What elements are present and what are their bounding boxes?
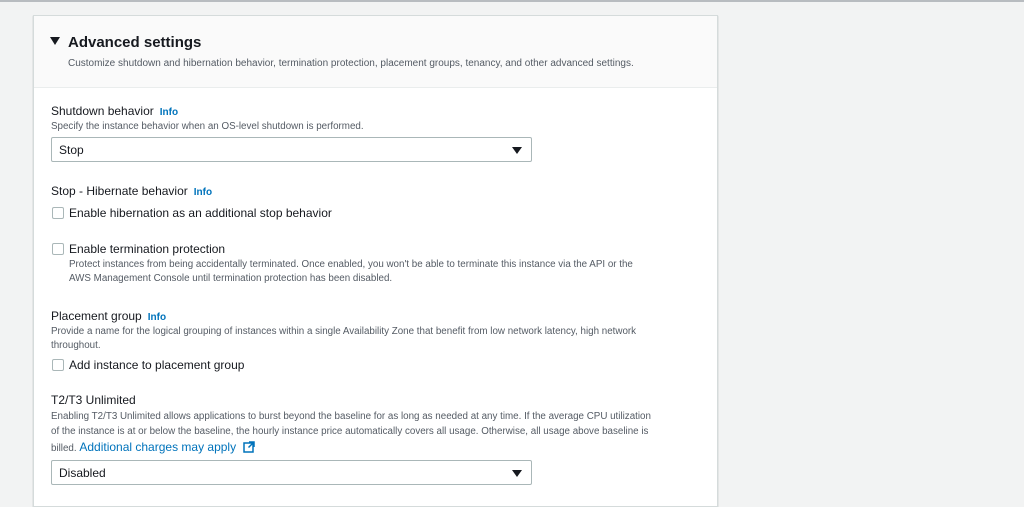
unlimited-description-line-3 [51, 440, 255, 456]
shutdown-behavior-label [51, 104, 178, 118]
hibernation-checkbox[interactable] [52, 207, 64, 219]
advanced-settings-header[interactable] [34, 16, 717, 88]
placement-info-link[interactable]: Info [147, 312, 167, 323]
termination-protection-label[interactable]: Enable termination protection [69, 242, 226, 256]
shutdown-info-link[interactable]: Info [159, 107, 179, 118]
placement-group-checkbox-label[interactable]: Add instance to placement group [69, 358, 245, 372]
section-title: Advanced settings [68, 34, 202, 51]
caret-down-icon[interactable] [50, 37, 60, 45]
placement-description-line-2: throughout. [51, 340, 101, 351]
hibernate-behavior-label-text: Stop - Hibernate behavior [51, 184, 188, 198]
t2-t3-unlimited-label: T2/T3 Unlimited [51, 393, 136, 407]
t2-t3-unlimited-value: Disabled [59, 466, 106, 480]
shutdown-behavior-select[interactable] [51, 137, 532, 162]
unlimited-description-line-1: Enabling T2/T3 Unlimited allows applications to burst beyond the baseline for as long as needed at any time. If the average CPU utilization [51, 411, 651, 422]
termination-description-line-2: AWS Management Console until termination protection has been disabled. [69, 273, 393, 284]
advanced-settings-panel [33, 15, 718, 507]
termination-description-line-1: Protect instances from being accidentally terminated. Once enabled, you won't be able to terminate this instance via the API or the [69, 259, 633, 270]
additional-charges-link[interactable]: Additional charges may apply [79, 440, 237, 454]
section-description: Customize shutdown and hibernation behavior, termination protection, placement groups, tenancy, and other advanced settings. [68, 58, 634, 69]
shutdown-behavior-value: Stop [59, 143, 84, 157]
hibernation-checkbox-label[interactable]: Enable hibernation as an additional stop behavior [69, 206, 332, 220]
placement-description-line-1: Provide a name for the logical grouping of instances within a single Availability Zone that benefit from low network latency, high network [51, 326, 637, 337]
unlimited-description-line-2: of the instance is at or below the baseline, the hourly instance price automatically covers all usage. Otherwise, all usage above baseline is [51, 426, 649, 437]
termination-protection-checkbox[interactable] [52, 243, 64, 255]
placement-group-label [51, 309, 166, 323]
external-link-icon[interactable] [243, 441, 255, 453]
hibernate-info-link[interactable]: Info [193, 187, 213, 198]
unlimited-description-prefix: billed. [51, 443, 77, 454]
placement-group-label-text: Placement group [51, 309, 142, 323]
dropdown-arrow-icon [512, 470, 522, 477]
dropdown-arrow-icon [512, 147, 522, 154]
t2-t3-unlimited-select[interactable] [51, 460, 532, 485]
hibernate-behavior-label [51, 184, 212, 198]
top-border [0, 0, 1024, 2]
shutdown-behavior-label-text: Shutdown behavior [51, 104, 154, 118]
placement-group-checkbox[interactable] [52, 359, 64, 371]
shutdown-behavior-description: Specify the instance behavior when an OS-level shutdown is performed. [51, 121, 364, 132]
